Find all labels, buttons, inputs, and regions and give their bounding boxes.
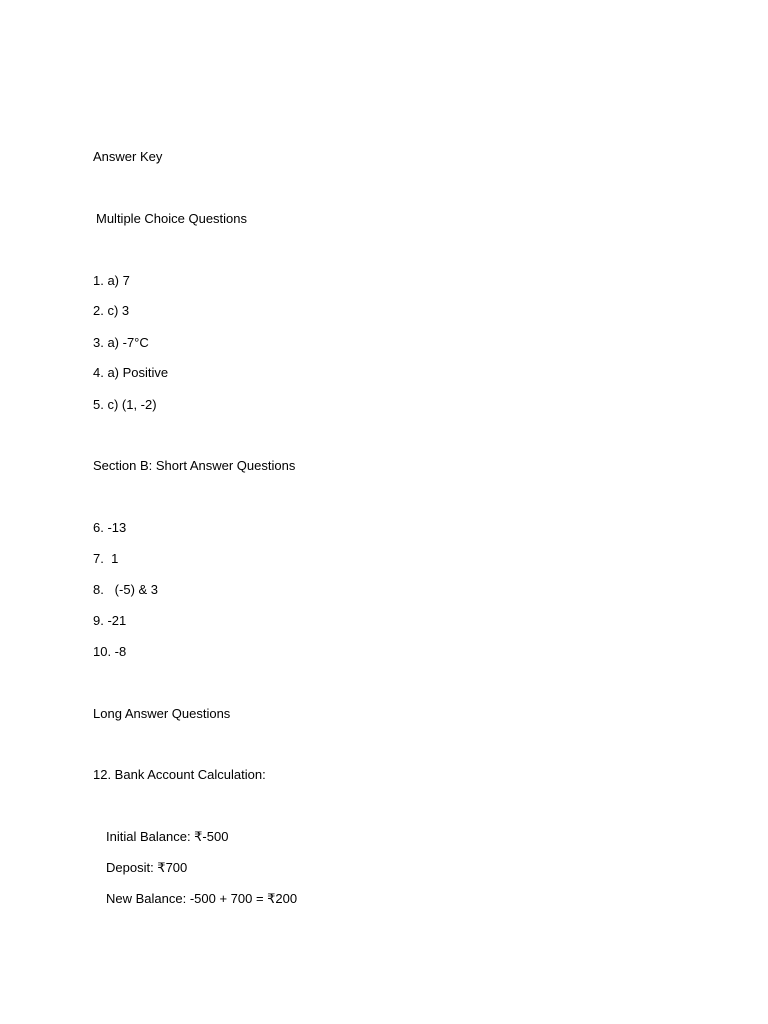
initial-balance-line: Initial Balance: ₹-500 [106, 829, 229, 844]
short-answer-6: 6. -13 [93, 520, 127, 535]
short-answer-10: 10. -8 [93, 644, 127, 659]
deposit-line: Deposit: ₹700 [106, 860, 188, 875]
mcq-answer-3: 3. a) -7°C [93, 335, 149, 350]
mcq-answer-4: 4. a) Positive [93, 365, 169, 380]
mcq-answer-1: 1. a) 7 [93, 273, 130, 288]
new-balance-line: New Balance: -500 + 700 = ₹200 [106, 891, 298, 906]
short-answer-9: 9. -21 [93, 613, 127, 628]
short-answer-8: 8. (-5) & 3 [93, 582, 159, 597]
mcq-answer-2: 2. c) 3 [93, 303, 130, 318]
mcq-heading: Multiple Choice Questions [96, 211, 248, 226]
answer-key-title: Answer Key [93, 149, 163, 164]
long-answer-heading: Long Answer Questions [93, 706, 231, 721]
question-12-title: 12. Bank Account Calculation: [93, 767, 266, 782]
short-answer-7: 7. 1 [93, 551, 119, 566]
section-b-heading: Section B: Short Answer Questions [93, 458, 296, 473]
mcq-answer-5: 5. c) (1, -2) [93, 397, 157, 412]
